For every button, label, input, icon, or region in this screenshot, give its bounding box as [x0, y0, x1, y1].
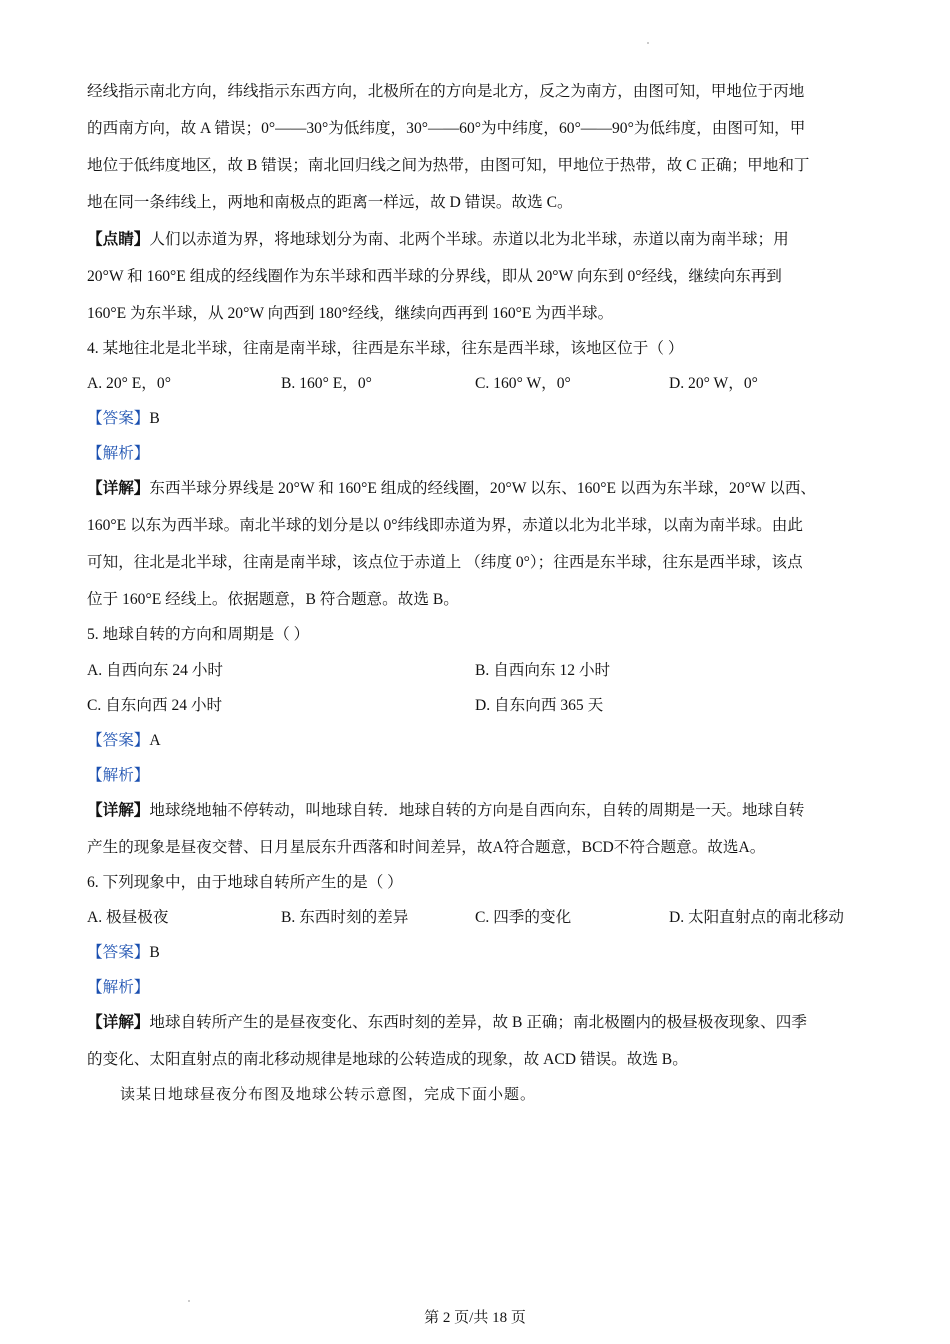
q4-detail-line: 可知，往北是北半球，往南是南半球，该点位于赤道上 （纬度 0°）；往西是东半球，往东是西半球，该点: [87, 554, 803, 571]
dianjing-tag: 【点睛】: [87, 231, 150, 248]
dianjing-line: 【点睛】人们以赤道为界，将地球划分为南、北两个半球。赤道以北为北半球，赤道以南为南半球；用: [87, 231, 789, 248]
detail-tag: 【详解】: [87, 1014, 150, 1031]
para-line: 的西南方向，故 A 错误；0°——30°为低纬度，30°——60°为中纬度，60°——90°为低纬度，由图可知，甲: [87, 120, 806, 137]
q4-analysis: [87, 444, 867, 464]
q4-option-a: A. 20° E，0°: [87, 375, 171, 392]
para-line: 地位于低纬度地区，故 B 错误；南北回归线之间为热带，由图可知，甲地位于热带，故 C 正确；甲地和丁: [87, 157, 810, 174]
q4-detail-line: 位于 160°E 经线上。依据题意，B 符合题意。故选 B。: [87, 591, 459, 608]
q4-option-b: B. 160° E，0°: [281, 375, 372, 392]
reading-intro: 读某日地球昼夜分布图及地球公转示意图，完成下面小题。: [120, 1087, 537, 1103]
q6-detail-line: 的变化、太阳直射点的南北移动规律是地球的公转造成的现象，故 ACD 错误。故选 B。: [87, 1051, 688, 1068]
q4-detail-line: 160°E 以东为西半球。南北半球的划分是以 0°纬线即赤道为界，赤道以北为北半球，以南为南半球。由此: [87, 517, 803, 534]
q6-analysis: [87, 978, 867, 998]
q5-option-c: C. 自东向西 24 小时: [87, 697, 223, 714]
answer-tag: 【答案】: [87, 410, 150, 427]
q6-option-c: C. 四季的变化: [475, 909, 572, 926]
q5-detail-line: 【详解】地球绕地轴不停转动，叫地球自转．地球自转的方向是自西向东，自转的周期是一天。地球自转: [87, 802, 805, 819]
q6-answer: 【答案】B: [87, 944, 160, 961]
scan-speck: [188, 1300, 190, 1302]
q5-detail-line: 产生的现象是昼夜交替、日月星辰东升西落和时间差异，故A符合题意，BCD不符合题意。故选A。: [87, 839, 766, 856]
q4-detail-line: 【详解】东西半球分界线是 20°W 和 160°E 组成的经线圈，20°W 以东、160°E 以西为东半球，20°W 以西、: [87, 480, 817, 497]
scan-speck: [647, 42, 649, 44]
q6-option-b: B. 东西时刻的差异: [281, 909, 409, 926]
para-line: 经线指示南北方向，纬线指示东西方向，北极所在的方向是北方，反之为南方，由图可知，甲地位于丙地: [87, 83, 805, 100]
para-line: 地在同一条纬线上，两地和南极点的距离一样远，故 D 错误。故选 C。: [87, 194, 573, 211]
dianjing-line: 160°E 为东半球，从 20°W 向西到 180°经线，继续向西再到 160°E 为西半球。: [87, 305, 614, 322]
detail-tag: 【详解】: [87, 480, 150, 497]
q5-option-b: B. 自西向东 12 小时: [475, 662, 611, 679]
q5-option-a: A. 自西向东 24 小时: [87, 662, 224, 679]
question-5-stem: 5. 地球自转的方向和周期是（ ）: [87, 626, 310, 643]
q6-detail-line: 【详解】地球自转所产生的是昼夜变化、东西时刻的差异，故 B 正确；南北极圈内的极昼极夜现象、四季: [87, 1014, 807, 1031]
answer-tag: 【答案】: [87, 944, 150, 961]
answer-tag: 【答案】: [87, 732, 150, 749]
dianjing-line: 20°W 和 160°E 组成的经线圈作为东半球和西半球的分界线，即从 20°W 向东到 0°经线，继续向东再到: [87, 268, 782, 285]
q6-option-d: D. 太阳直射点的南北移动: [669, 909, 844, 926]
analysis-tag: 【解析】: [87, 767, 150, 784]
question-6-stem: 6. 下列现象中，由于地球自转所产生的是（ ）: [87, 874, 403, 891]
q5-option-d: D. 自东向西 365 天: [475, 697, 604, 714]
q4-option-c: C. 160° W，0°: [475, 375, 571, 392]
q5-analysis: [87, 766, 867, 786]
q4-answer: 【答案】B: [87, 410, 160, 427]
detail-tag: 【详解】: [87, 802, 150, 819]
page-footer: 第 2 页/共 18 页: [424, 1310, 526, 1326]
analysis-tag: 【解析】: [87, 445, 150, 462]
question-4-stem: 4. 某地往北是北半球，往南是南半球，往西是东半球，往东是西半球，该地区位于（ ）: [87, 340, 684, 357]
q4-option-d: D. 20° W，0°: [669, 375, 758, 392]
q6-option-a: A. 极昼极夜: [87, 909, 169, 926]
analysis-tag: 【解析】: [87, 979, 150, 996]
q5-answer: 【答案】A: [87, 732, 161, 749]
